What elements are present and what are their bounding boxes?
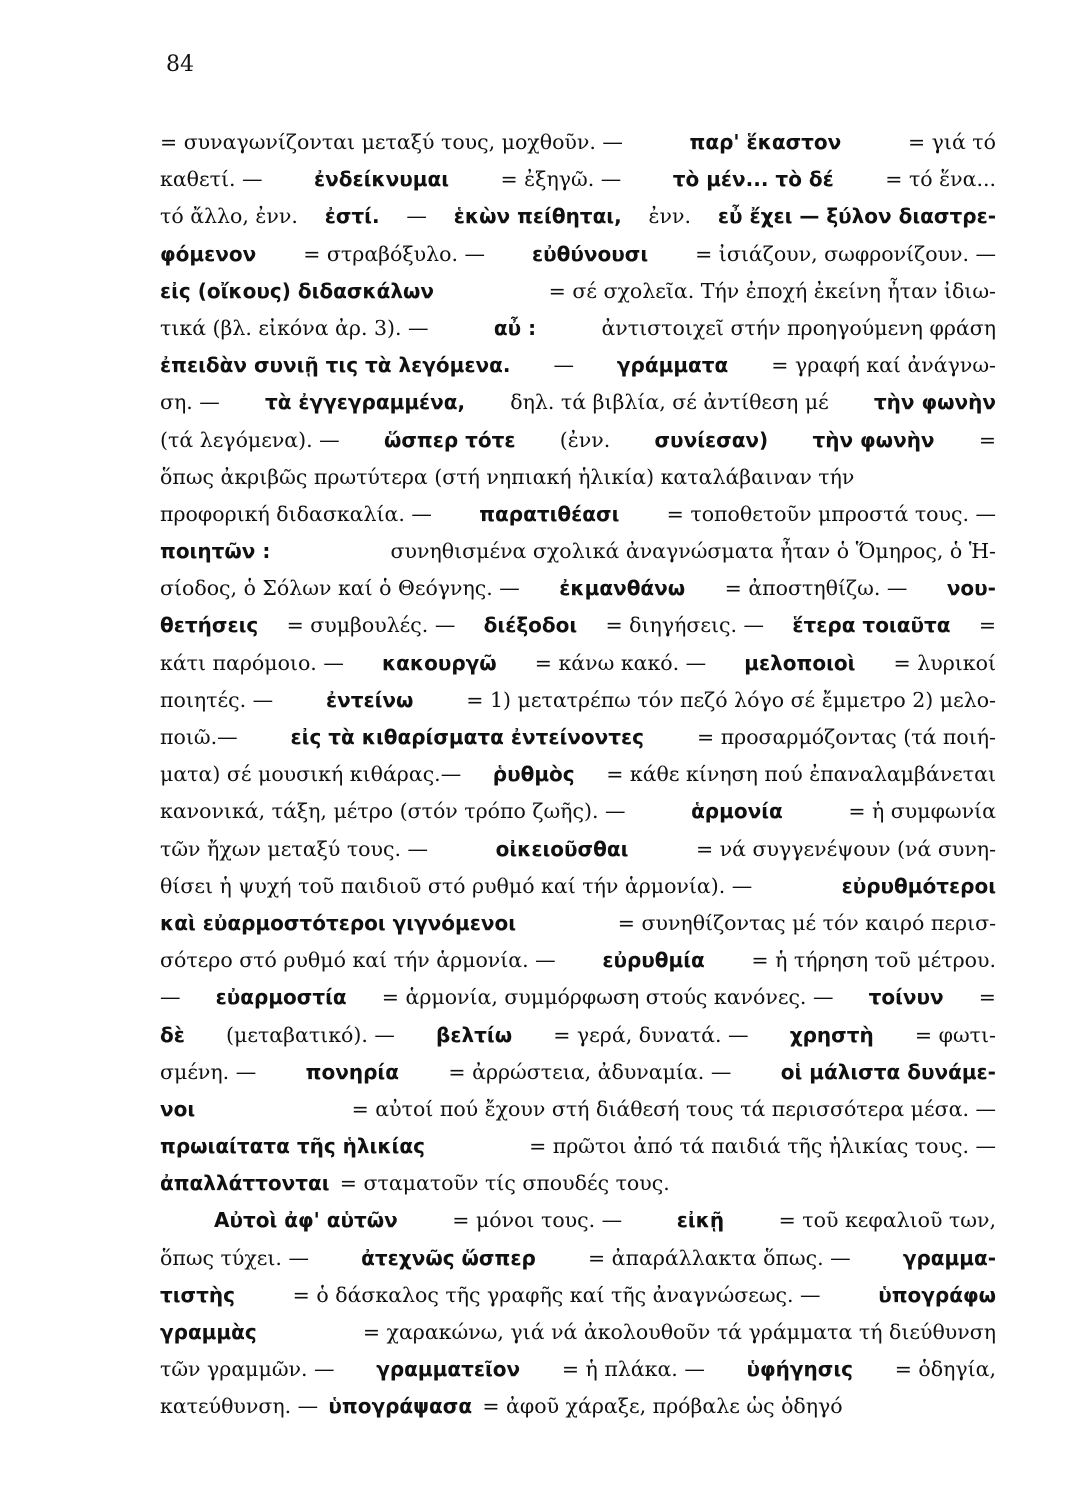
glossary-definition: = (978, 985, 996, 1010)
glossary-definition: = ἀπαράλλακτα ὅπως. — (587, 1245, 851, 1270)
glossary-definition: = σέ σχολεῖα. Τήν ἐποχή ἐκείνη ἦταν ἰδιω- (548, 278, 996, 303)
glossary-definition: σότερο στό ρυθμό καί τήν ἁρμονία. — (160, 948, 556, 973)
glossary-definition: = ἡ τήρηση τοῦ μέτρου. (751, 948, 996, 973)
glossary-term: νοι (160, 1096, 196, 1121)
glossary-definition: = ὁ δάσκαλος τῆς γραφῆς καί τῆς ἀναγνώσεως. — (292, 1282, 821, 1307)
glossary-term: ὑπογράφω (878, 1282, 996, 1307)
glossary-term: ἁρμονία (691, 799, 783, 824)
glossary-definition: (τά λεγόμενα). — (160, 427, 340, 452)
glossary-definition: κανονικά, τάξη, μέτρο (στόν τρόπο ζωῆς). — (160, 799, 626, 824)
glossary-term: κακουργῶ (381, 650, 497, 675)
text-line (160, 1351, 996, 1388)
glossary-definition: ὅπως ἀκριβῶς πρωτύτερα (στή νηπιακή ἡλικία) καταλάβαιναν τήν (160, 464, 855, 489)
glossary-term: αὖ : (493, 315, 537, 340)
glossary-definition: = συμβουλές. — (286, 613, 456, 638)
glossary-definition: τῶν γραμμῶν. — (160, 1357, 335, 1382)
glossary-text (160, 124, 996, 1426)
glossary-definition: θίσει ἡ ψυχή τοῦ παιδιοῦ στό ρυθμό καί τήν ἁρμονία). — (160, 873, 753, 898)
glossary-term: ὑπογράψασα (328, 1394, 473, 1419)
text-line (160, 459, 996, 496)
glossary-definition: = νά συγγενέψουν (νά συνη- (696, 836, 996, 861)
glossary-term: τὰ ἐγγεγραμμένα, (264, 390, 466, 415)
glossary-definition: = συνηθίζοντας μέ τόν καιρό περισ- (617, 910, 996, 935)
text-line (160, 756, 996, 793)
glossary-definition: = γραφή καί ἀνάγνω- (771, 353, 996, 378)
glossary-definition: = στραβόξυλο. — (303, 241, 485, 266)
glossary-term: γραμμα- (902, 1245, 996, 1270)
text-line (160, 979, 996, 1016)
glossary-definition: = 1) μετατρέπω τόν πεζό λόγο σέ ἔμμετρο 2) μελο- (466, 687, 996, 712)
glossary-term: οἰκειοῦσθαι (495, 836, 629, 861)
glossary-term: χρηστὴ (789, 1022, 874, 1047)
glossary-definition: = ὁδηγία, (894, 1357, 996, 1382)
text-line (160, 1054, 996, 1091)
glossary-definition: = ἐξηγῶ. — (500, 167, 622, 192)
glossary-term: διέξοδοι (483, 613, 578, 638)
glossary-definition: = (978, 613, 996, 638)
glossary-term: τὸ μέν... τὸ δέ (672, 167, 834, 192)
text-line (160, 1277, 996, 1314)
glossary-term: εὖ ἔχει — ξύλον διαστρε- (717, 204, 996, 229)
glossary-term: γραμμὰς (160, 1320, 257, 1344)
glossary-definition: = τοποθετοῦν μπροστά τους. — (666, 501, 996, 526)
text-line (160, 236, 996, 273)
glossary-definition: τό ἄλλο, ἐνν. (160, 204, 298, 229)
text-line (160, 198, 996, 235)
glossary-definition: σίοδος, ὁ Σόλων καί ὁ Θεόγνης. — (160, 576, 520, 601)
glossary-term: φόμενον (160, 241, 257, 266)
glossary-definition: = χαρακώνω, γιά νά ἀκολουθοῦν τά γράμματα τή διεύθυνση (362, 1320, 996, 1344)
glossary-term: εὐθύνουσι (531, 241, 649, 266)
glossary-term: εἰς τὰ κιθαρίσματα ἐντείνοντες (290, 725, 645, 749)
glossary-definition: = ἡ συμφωνία (848, 799, 996, 824)
glossary-definition: κάτι παρόμοιο. — (160, 650, 344, 675)
glossary-definition: = κάνω κακό. — (534, 650, 707, 675)
text-line (160, 384, 996, 421)
text-line (160, 347, 996, 384)
glossary-definition: τῶν ἤχων μεταξύ τους. — (160, 836, 428, 861)
glossary-definition: (μεταβατικό). — (226, 1022, 395, 1047)
text-line (160, 868, 996, 905)
text-line (160, 1165, 996, 1202)
glossary-term: ἐντείνω (325, 687, 414, 712)
glossary-definition: = ἁρμονία, συμμόρφωση στούς κανόνες. — (381, 985, 834, 1010)
glossary-term: ποιητῶν : (160, 539, 271, 564)
glossary-definition: = γερά, δυνατά. — (553, 1022, 749, 1047)
glossary-definition: σμένη. — (160, 1059, 257, 1084)
glossary-definition: κατεύθυνση. — (160, 1394, 319, 1419)
glossary-definition: — (160, 985, 181, 1010)
text-line (160, 942, 996, 979)
glossary-definition: ἀντιστοιχεῖ στήν προηγούμενη φράση (601, 315, 996, 340)
text-line (160, 1240, 996, 1277)
text-line (160, 1128, 996, 1165)
text-line (160, 1388, 996, 1425)
glossary-definition: ὅπως τύχει. — (160, 1245, 309, 1270)
glossary-definition: ποιῶ.— (160, 725, 238, 749)
text-line (160, 310, 996, 347)
glossary-term: βελτίω (436, 1022, 513, 1047)
glossary-term: εὐρυθμότεροι (841, 873, 996, 898)
glossary-definition: = (978, 427, 996, 452)
glossary-term: οἱ μάλιστα δυνάμε- (780, 1059, 996, 1084)
text-line (160, 273, 996, 310)
text-line (160, 1202, 996, 1239)
text-line (160, 422, 996, 459)
glossary-term: θετήσεις (160, 613, 259, 638)
glossary-definition: = σταματοῦν τίς σπουδές τους. (339, 1171, 670, 1196)
glossary-term: εὐρυθμία (602, 948, 705, 973)
glossary-definition: τικά (βλ. εἰκόνα ἀρ. 3). — (160, 315, 429, 340)
glossary-definition: δηλ. τά βιβλία, σέ ἀντίθεση μέ (510, 390, 829, 415)
glossary-term: ἐστί. (324, 204, 380, 229)
glossary-term: τιστὴς (160, 1282, 235, 1307)
glossary-term: δὲ (160, 1022, 185, 1047)
text-line (160, 682, 996, 719)
glossary-definition: ποιητές. — (160, 687, 274, 712)
glossary-definition: = πρῶτοι ἀπό τά παιδιά τῆς ἡλικίας τους. — (529, 1134, 996, 1159)
glossary-definition: καθετί. — (160, 167, 263, 192)
glossary-definition: — (406, 204, 427, 229)
glossary-term: ἀπαλλάττονται (160, 1171, 330, 1196)
glossary-definition: ἐνν. (648, 204, 691, 229)
glossary-definition: = ἡ πλάκα. — (561, 1357, 705, 1382)
glossary-term: μελοποιοὶ (744, 650, 856, 675)
glossary-definition: = προσαρμόζοντας (τά ποιή- (697, 725, 996, 749)
glossary-term: πρωιαίτατα τῆς ἡλικίας (160, 1134, 425, 1159)
glossary-definition: = ἰσιάζουν, σωφρονίζουν. — (695, 241, 996, 266)
text-line (160, 793, 996, 830)
glossary-term: ὑφήγησις (746, 1357, 853, 1382)
glossary-term: νου- (946, 576, 996, 601)
text-line (160, 570, 996, 607)
glossary-term: ἐκμανθάνω (559, 576, 686, 601)
text-line (160, 496, 996, 533)
text-line (160, 645, 996, 682)
glossary-term: Αὐτοὶ ἀφ' αὑτῶν (214, 1208, 398, 1233)
glossary-definition: = φωτι- (914, 1022, 996, 1047)
glossary-definition: συνηθισμένα σχολικά ἀναγνώσματα ἦταν ὁ Ὅμηρος, ὁ Ἡ- (390, 539, 996, 564)
glossary-definition: = κάθε κίνηση πού ἐπαναλαμβάνεται (606, 762, 996, 787)
glossary-definition: = ἀρρώστεια, ἀδυναμία. — (448, 1059, 732, 1084)
glossary-term: ἕτερα τοιαῦτα (792, 613, 951, 638)
glossary-term: συνίεσαν) (654, 427, 769, 452)
glossary-term: ἐπειδὰν συνιῇ τις τὰ λεγόμενα. (160, 353, 511, 378)
glossary-term: τὴν φωνὴν (812, 427, 935, 452)
glossary-term: πονηρία (305, 1059, 399, 1084)
glossary-term: γράμματα (616, 353, 729, 378)
glossary-definition: = λυρικοί (893, 650, 996, 675)
glossary-term: τὴν φωνὴν (873, 390, 996, 415)
glossary-term: γραμματεῖον (376, 1357, 521, 1382)
text-line (160, 161, 996, 198)
text-line (160, 1091, 996, 1128)
glossary-term: παρ' ἕκαστον (689, 130, 842, 154)
text-line (160, 831, 996, 868)
glossary-term: παρατιθέασι (479, 501, 620, 526)
page-number: 84 (166, 52, 194, 77)
glossary-term: εὐαρμοστία (215, 985, 347, 1010)
glossary-term: καὶ εὐαρμοστότεροι γιγνόμενοι (160, 910, 517, 935)
glossary-term: εἰκῇ (676, 1208, 725, 1233)
text-line (160, 533, 996, 570)
glossary-definition: = ἀφοῦ χάραξε, πρόβαλε ὡς ὁδηγό (482, 1394, 843, 1419)
glossary-definition: = μόνοι τους. — (452, 1208, 623, 1233)
glossary-term: ἀτεχνῶς ὥσπερ (361, 1245, 536, 1270)
text-line (160, 1314, 996, 1351)
glossary-definition: = διηγήσεις. — (605, 613, 765, 638)
glossary-term: εἰς (οἴκους) διδασκάλων (160, 278, 435, 303)
text-line (160, 719, 996, 756)
text-line (160, 1017, 996, 1054)
text-line (160, 607, 996, 644)
glossary-definition: = αὐτοί πού ἔχουν στή διάθεσή τους τά περισσότερα μέσα. — (351, 1096, 996, 1121)
glossary-definition: ματα) σέ μουσική κιθάρας.— (160, 762, 462, 787)
glossary-definition: = τό ἕνα... (885, 167, 996, 192)
glossary-term: ἑκὼν πείθηται, (453, 204, 622, 229)
glossary-term: τοίνυν (868, 985, 944, 1010)
glossary-definition: προφορική διδασκαλία. — (160, 501, 432, 526)
glossary-term: ἐνδείκνυμαι (314, 167, 450, 192)
glossary-definition: ση. — (160, 390, 220, 415)
glossary-term: ῥυθμὸς (492, 762, 575, 787)
glossary-term: ὥσπερ τότε (383, 427, 516, 452)
text-line (160, 124, 996, 161)
glossary-definition: = ἀποστηθίζω. — (724, 576, 908, 601)
glossary-definition: = τοῦ κεφαλιοῦ των, (778, 1208, 996, 1233)
glossary-definition: = συναγωνίζονται μεταξύ τους, μοχθοῦν. — (160, 130, 623, 154)
glossary-definition: — (553, 353, 574, 378)
glossary-definition: (ἐνν. (559, 427, 611, 452)
text-line (160, 905, 996, 942)
glossary-definition: = γιά τό (907, 130, 996, 154)
